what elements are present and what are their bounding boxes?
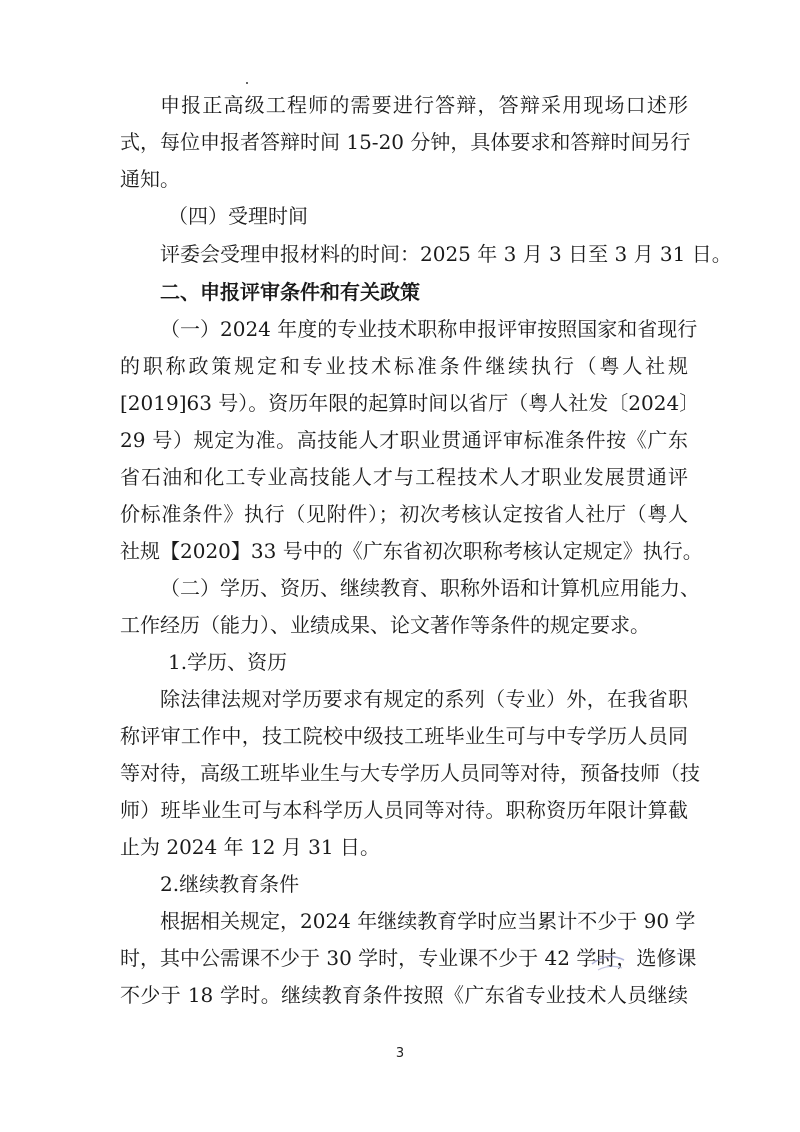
text-line: 价标准条件》执行（见附件）；初次考核认定按省人社厅（粤人 [120, 502, 688, 526]
section-heading: （四）受理时间 [168, 204, 308, 228]
text-line: （一）2024 年度的专业技术职称申报评审按照国家和省现行 [160, 317, 698, 341]
pen-mark [588, 942, 628, 976]
paragraph-education [120, 681, 700, 866]
heading-continuing-education [120, 866, 688, 903]
heading-acceptance-time [120, 198, 688, 235]
paragraph-acceptance-time [120, 236, 732, 273]
paragraph-defense [120, 87, 691, 198]
text-line: 师）班毕业生可与本科学历人员同等对待。职称资历年限计算截 [120, 798, 688, 822]
text-line: 29 号）规定为准。高技能人才职业贯通评审标准条件按《广东 [120, 428, 688, 452]
text-line: 省石油和化工专业高技能人才与工程技术人才职业发展贯通评 [120, 465, 688, 489]
section-heading: 2.继续教育条件 [160, 872, 300, 896]
text-line: 根据相关规定，2024 年继续教育学时应当累计不少于 90 学 [160, 909, 696, 933]
scan-dot [246, 82, 248, 84]
text-line: 称评审工作中，技工院校中级技工班毕业生可与中专学历人员同 [120, 724, 688, 748]
text-line: 通知。 [120, 167, 180, 191]
text-line: 的职称政策规定和专业技术标准条件继续执行（粤人社规 [120, 354, 688, 378]
text-line: （二）学历、资历、继续教育、职称外语和计算机应用能力、 [160, 576, 700, 600]
page-number: 3 [395, 1046, 405, 1061]
text-line: 式，每位申报者答辩时间 15-20 分钟，具体要求和答辩时间另行 [120, 130, 691, 154]
text-line: 除法律法规对学历要求有规定的系列（专业）外，在我省职 [160, 687, 688, 711]
text-line: 不少于 18 学时。继续教育条件按照《广东省专业技术人员继续 [120, 983, 688, 1007]
heading-conditions [120, 274, 688, 311]
paragraph-policy-1 [120, 311, 703, 570]
section-heading: 二、申报评审条件和有关政策 [160, 280, 420, 304]
text-line: 社规【2020】33 号中的《广东省初次职称考核认定规定》执行。 [120, 539, 703, 563]
text-line: 评委会受理申报材料的时间：2025 年 3 月 3 日至 3 月 31 日。 [160, 242, 732, 266]
text-line: 时，其中公需课不少于 30 学时，专业课不少于 42 学时，选修课 [120, 946, 697, 970]
section-heading: 1.学历、资历 [168, 650, 288, 674]
text-line: 止为 2024 年 12 月 31 日。 [120, 835, 380, 859]
text-line: 工作经历（能力）、业绩成果、论文著作等条件的规定要求。 [120, 613, 650, 637]
text-line: [2019]63 号）。资历年限的起算时间以省厅（粤人社发〔2024〕 [120, 391, 700, 415]
paragraph-policy-2 [120, 570, 700, 644]
text-line: 等对待，高级工班毕业生与大专学历人员同等对待，预备技师（技 [120, 761, 700, 785]
text-line: 申报正高级工程师的需要进行答辩，答辩采用现场口述形 [160, 93, 688, 117]
heading-education [120, 644, 688, 681]
